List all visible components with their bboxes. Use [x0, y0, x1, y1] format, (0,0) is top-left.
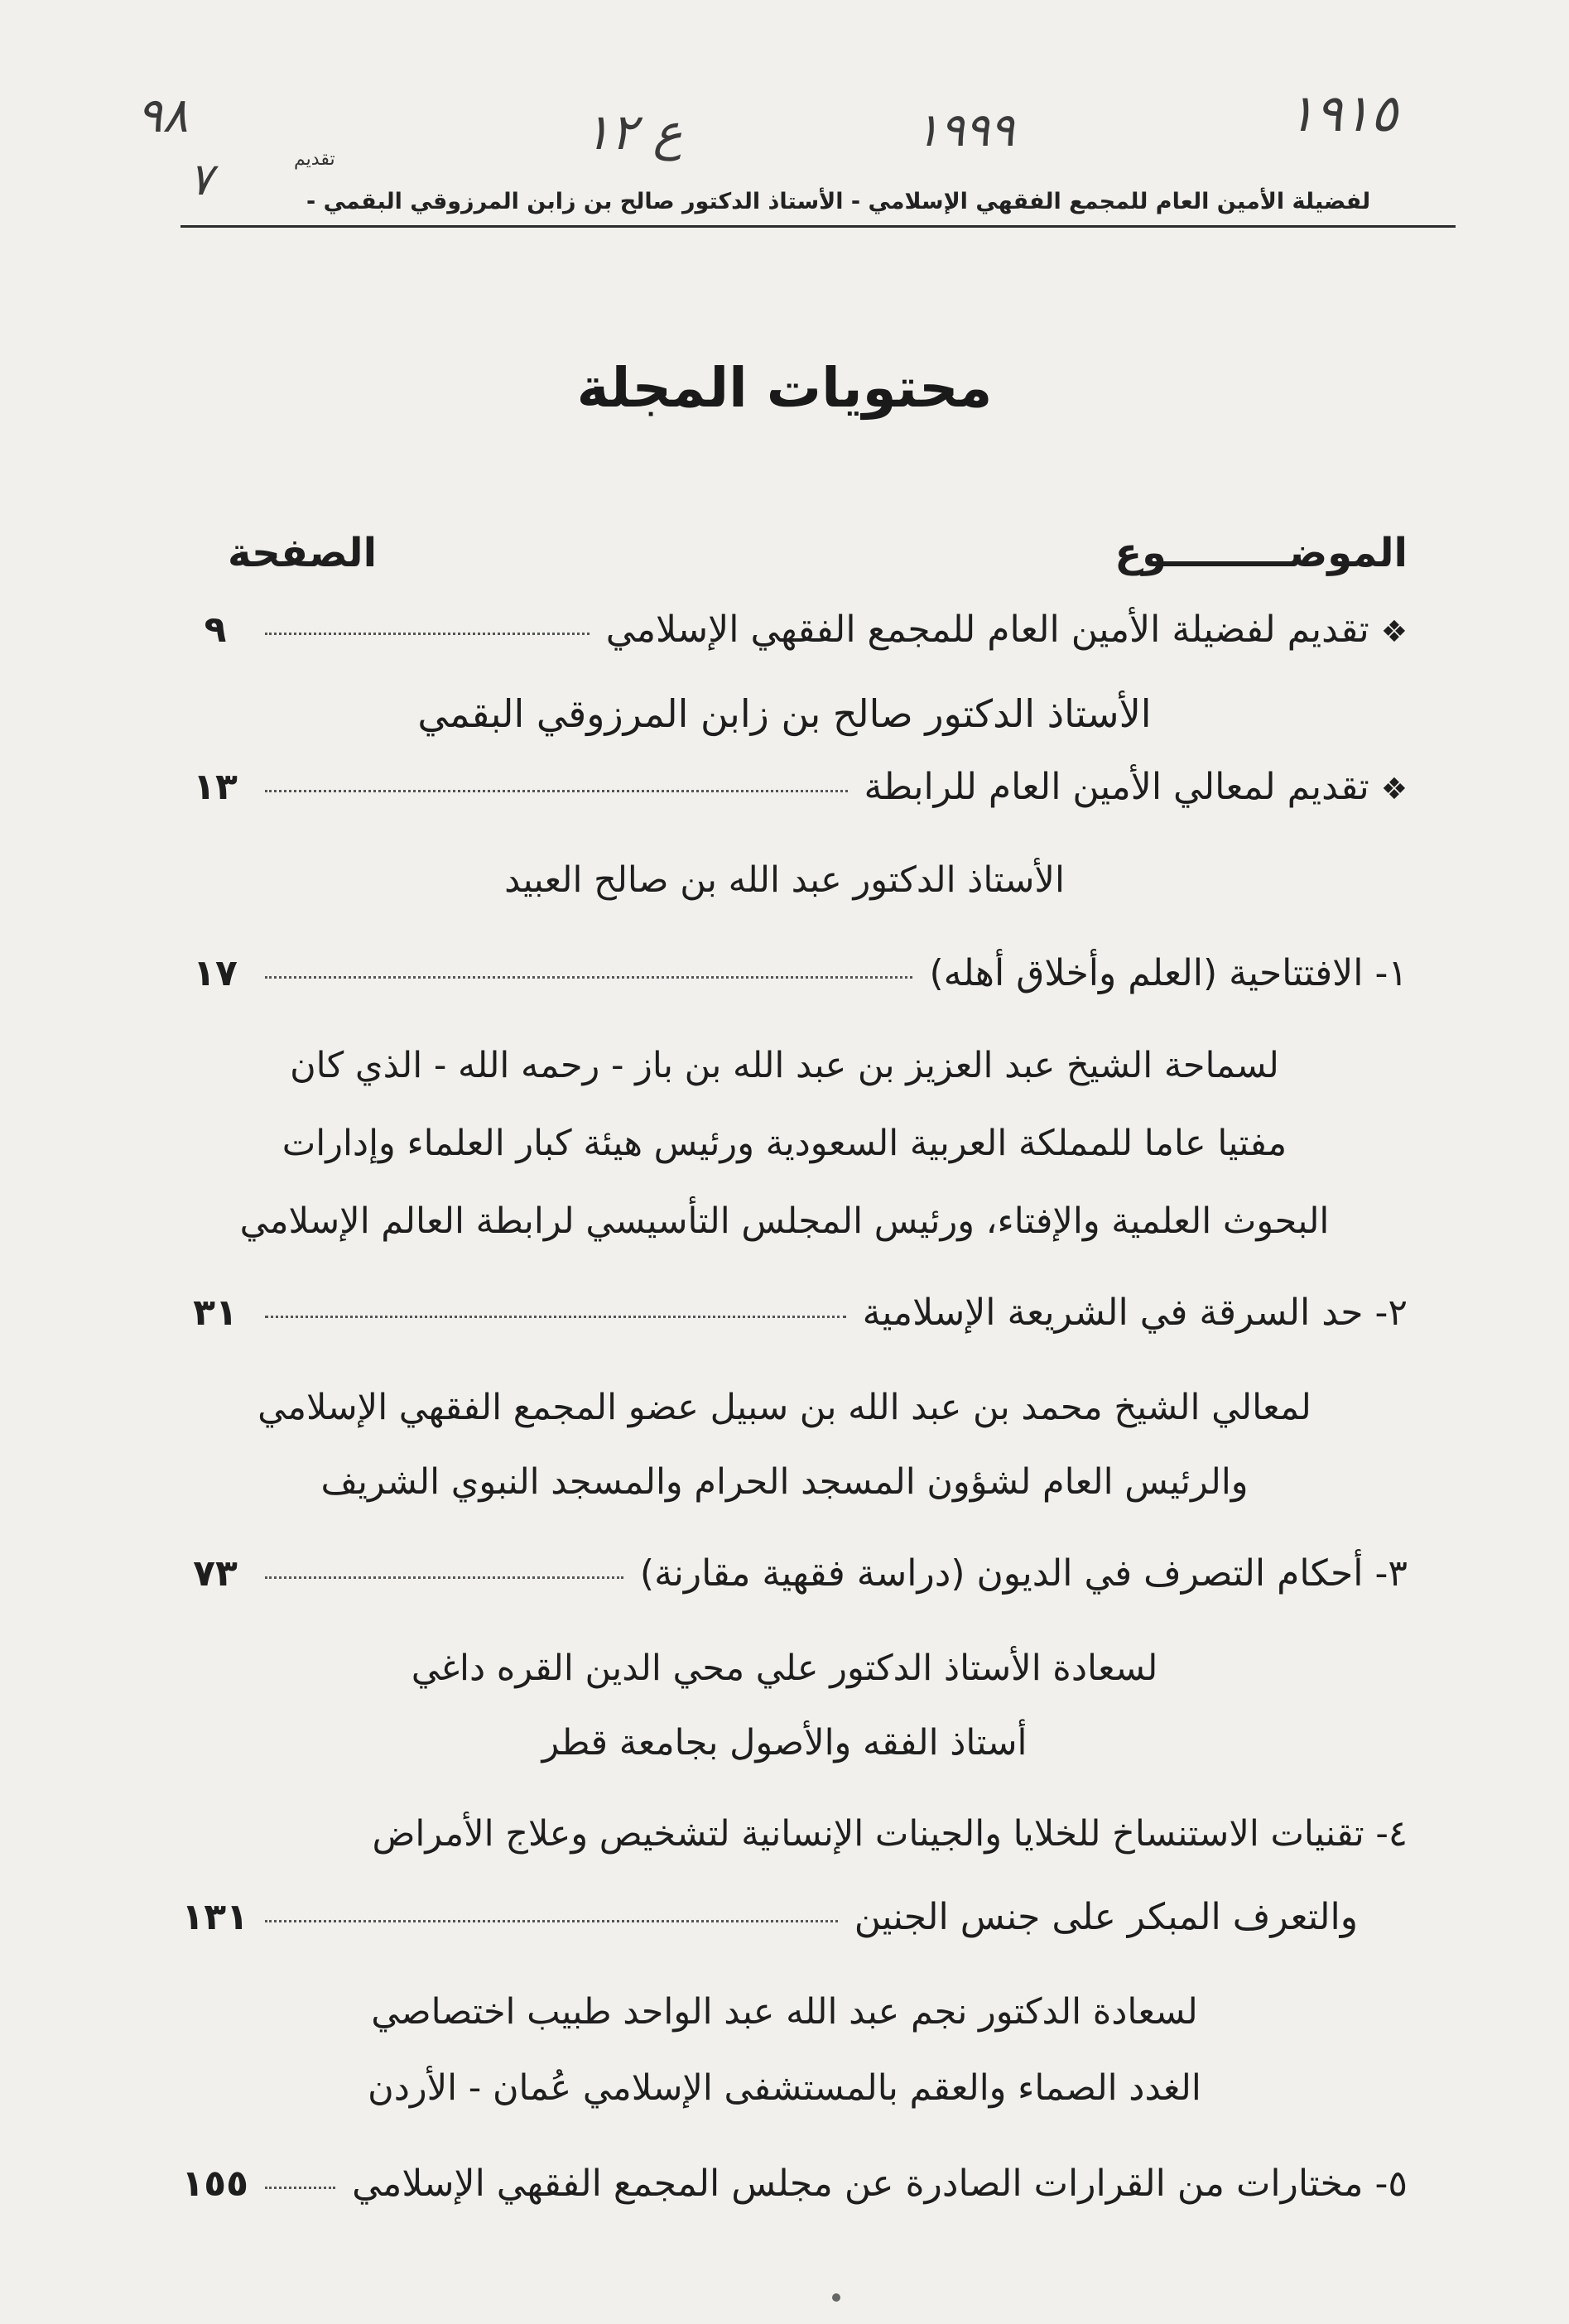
toc-entry-label: ٥- مختارات من القرارات الصادرة عن مجلس المجمع الفقهي الإسلامي [352, 2163, 1408, 2205]
entry-author-line: أستاذ الفقه والأصول بجامعة قطر [541, 1722, 1028, 1763]
running-header: لفضيلة الأمين العام للمجمع الفقهي الإسلامي - الأستاذ الدكتور صالح بن زابن المرزوقي البقمي - [306, 189, 1371, 214]
bullet-icon: ❖ [1380, 772, 1408, 806]
entry-author-line: لسعادة الأستاذ الدكتور علي محي الدين القره داغي [411, 1648, 1158, 1689]
toc-entry-2[interactable] [182, 1292, 1408, 1334]
column-header-page: الصفحة [228, 530, 378, 576]
dot-leader [265, 1576, 623, 1579]
entry-author-line: لسماحة الشيخ عبد العزيز بن عبد الله بن باز - رحمه الله - الذي كان [290, 1045, 1279, 1086]
toc-entry-intro-1[interactable] [182, 609, 1408, 651]
page-title: محتويات المجلة [576, 356, 993, 420]
toc-entry-label: ❖تقديم لمعالي الأمين العام للرابطة [864, 766, 1408, 808]
dot-leader [265, 2187, 335, 2189]
toc-page-number: ٣١ [193, 1292, 238, 1334]
entry-author-line: لمعالي الشيخ محمد بن عبد الله بن سبيل عضو المجمع الفقهي الإسلامي [257, 1387, 1312, 1428]
handwritten-note-year: ١٩٩٩ [915, 103, 1015, 157]
toc-entry-4[interactable] [182, 1896, 1358, 1938]
entry-author-line: مفتيا عاما للمملكة العربية السعودية ورئيس هيئة كبار العلماء وإدارات [282, 1123, 1287, 1164]
dot-leader [265, 633, 590, 635]
entry-author-line: الأستاذ الدكتور عبد الله بن صالح العبيد [504, 859, 1065, 901]
handwritten-note-issue: ع ١٢ [584, 103, 683, 161]
header-rule [180, 225, 1456, 228]
toc-entry-intro-2[interactable] [182, 766, 1408, 808]
entry-author-line: البحوث العلمية والإفتاء، ورئيس المجلس التأسيسي لرابطة العالم الإسلامي [239, 1200, 1330, 1242]
entry-author-line: الغدد الصماء والعقم بالمستشفى الإسلامي عُمان - الأردن [368, 2067, 1201, 2109]
toc-entry-label: ٣- أحكام التصرف في الديون (دراسة فقهية مقارنة) [639, 1552, 1408, 1595]
dot-leader [265, 1316, 846, 1318]
toc-entry-1[interactable] [182, 952, 1408, 994]
toc-page-number: ١٣ [193, 766, 238, 808]
handwritten-note-top-left: ٩٨ [137, 87, 189, 143]
bullet-icon: ❖ [1380, 615, 1408, 649]
toc-entry-label: ١- الافتتاحية (العلم وأخلاق أهله) [929, 952, 1408, 994]
toc-page-number: ١٣١ [181, 1896, 248, 1938]
toc-entry-label: والتعرف المبكر على جنس الجنين [854, 1896, 1358, 1938]
toc-page-number: ٧٣ [193, 1552, 238, 1595]
entry-author-line: الأستاذ الدكتور صالح بن زابن المرزوقي البقمي [417, 691, 1152, 736]
toc-entry-label: ❖تقديم لفضيلة الأمين العام للمجمع الفقهي الإسلامي [605, 609, 1408, 651]
page-speck [832, 2293, 840, 2302]
dot-leader [265, 976, 912, 979]
dot-leader [265, 790, 848, 792]
toc-entry-label: ٢- حد السرقة في الشريعة الإسلامية [862, 1292, 1408, 1334]
entry-author-line: لسعادة الدكتور نجم عبد الله عبد الواحد طبيب اختصاصي [371, 1991, 1198, 2033]
entry-author-line: والرئيس العام لشؤون المسجد الحرام والمسجد النبوي الشريف [320, 1461, 1249, 1503]
toc-entry-3[interactable] [182, 1552, 1408, 1595]
toc-entry-4-title-line[interactable]: ٤- تقنيات الاستنساخ للخلايا والجينات الإنسانية لتشخيص وعلاج الأمراض [372, 1813, 1408, 1855]
toc-page-number: ٩ [204, 609, 227, 651]
handwritten-note-top-left-below: ٧ [189, 153, 214, 205]
dot-leader [265, 1920, 838, 1922]
handwritten-note-top-right: ١٩١٥ [1287, 83, 1398, 143]
header-small-label: تقديم [294, 149, 335, 170]
column-header-subject: الموضـــــــــوع [1114, 530, 1408, 576]
toc-page-number: ١٥٥ [181, 2163, 248, 2205]
toc-page-number: ١٧ [193, 952, 238, 994]
toc-entry-5[interactable] [182, 2163, 1408, 2205]
